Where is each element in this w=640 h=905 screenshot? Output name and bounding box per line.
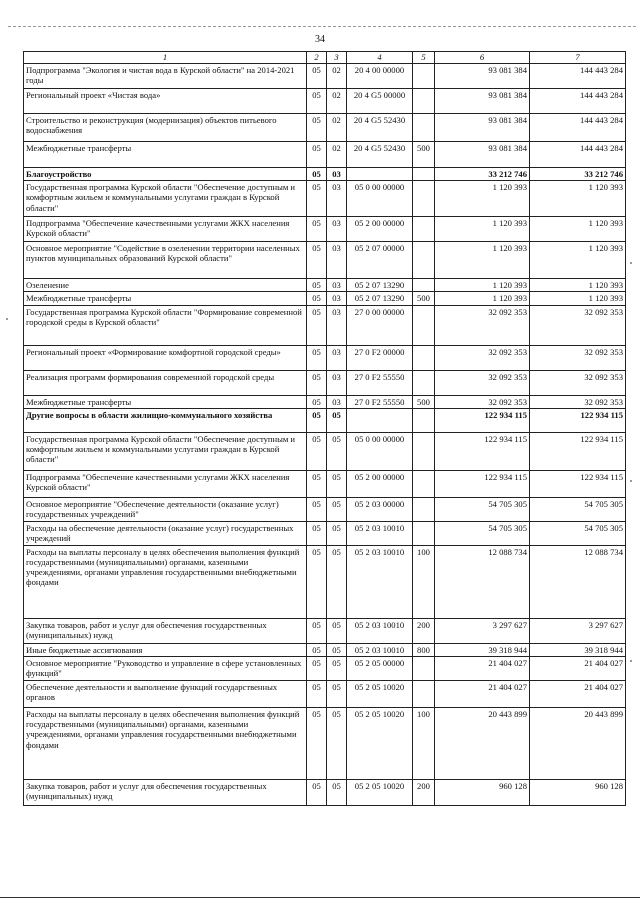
table-row xyxy=(24,142,626,168)
cell-expense-type xyxy=(413,657,435,681)
cell-name: Расходы на выплаты персоналу в целях обеспечения выполнения функций государственными (муниципальными) органами, казенными учреждениями, органами управления государственными внебюджетными фондами xyxy=(24,708,307,780)
cell-target-code: 05 2 03 10010 xyxy=(347,545,413,618)
cell-target-code: 27 0 F2 00000 xyxy=(347,345,413,370)
cell-amount-2: 12 088 734 xyxy=(530,545,626,618)
cell-section: 05 xyxy=(307,545,327,618)
cell-name: Государственная программа Курской области "Обеспечение доступным и комфортным жильем и коммунальными услугами граждан в Курской области" xyxy=(24,432,307,470)
cell-name: Межбюджетные трансферты xyxy=(24,292,307,305)
cell-amount-2: 1 120 393 xyxy=(530,217,626,242)
cell-section: 05 xyxy=(307,217,327,242)
cell-section: 05 xyxy=(307,114,327,142)
col-header-amount-1: 6 xyxy=(435,52,530,64)
table-body xyxy=(24,64,626,806)
cell-amount-1: 32 092 353 xyxy=(435,345,530,370)
cell-target-code: 27 0 F2 55550 xyxy=(347,395,413,408)
cell-target-code: 05 2 03 00000 xyxy=(347,497,413,521)
cell-expense-type xyxy=(413,497,435,521)
cell-name: Благоустройство xyxy=(24,168,307,181)
table-row xyxy=(24,64,626,89)
cell-target-code: 20 4 00 00000 xyxy=(347,64,413,89)
table-row xyxy=(24,181,626,217)
cell-section: 05 xyxy=(307,370,327,395)
cell-amount-2: 32 092 353 xyxy=(530,370,626,395)
cell-name: Расходы на обеспечение деятельности (оказание услуг) государственных учреждений xyxy=(24,521,307,545)
cell-name: Основное мероприятие "Содействие в озеленении территории населенных пунктов муниципальных образований Курской области" xyxy=(24,242,307,279)
cell-name: Закупка товаров, работ и услуг для обеспечения государственных (муниципальных) нужд xyxy=(24,618,307,643)
cell-amount-2: 21 404 027 xyxy=(530,657,626,681)
col-header-target-code: 4 xyxy=(347,52,413,64)
scan-dot xyxy=(630,480,632,482)
cell-subsection: 05 xyxy=(327,470,347,497)
table-row xyxy=(24,279,626,292)
cell-expense-type xyxy=(413,279,435,292)
cell-amount-1: 3 297 627 xyxy=(435,618,530,643)
cell-target-code: 20 4 G5 00000 xyxy=(347,89,413,114)
cell-amount-2: 144 443 284 xyxy=(530,114,626,142)
col-header-name: 1 xyxy=(24,52,307,64)
cell-amount-1: 1 120 393 xyxy=(435,217,530,242)
table-row xyxy=(24,370,626,395)
cell-name: Межбюджетные трансферты xyxy=(24,395,307,408)
cell-amount-1: 93 081 384 xyxy=(435,89,530,114)
cell-name: Подпрограмма "Обеспечение качественными услугами ЖКХ населения Курской области" xyxy=(24,470,307,497)
table-row xyxy=(24,168,626,181)
cell-target-code: 05 2 03 10010 xyxy=(347,618,413,643)
col-header-amount-2: 7 xyxy=(530,52,626,64)
cell-expense-type xyxy=(413,305,435,345)
cell-amount-2: 39 318 944 xyxy=(530,643,626,656)
cell-section: 05 xyxy=(307,345,327,370)
table-row xyxy=(24,618,626,643)
cell-target-code xyxy=(347,408,413,432)
table-row xyxy=(24,217,626,242)
cell-subsection: 03 xyxy=(327,242,347,279)
cell-subsection: 02 xyxy=(327,64,347,89)
cell-subsection: 05 xyxy=(327,708,347,780)
cell-target-code: 27 0 00 00000 xyxy=(347,305,413,345)
cell-name: Обеспечение деятельности и выполнение функций государственных органов xyxy=(24,681,307,708)
cell-expense-type: 200 xyxy=(413,618,435,643)
cell-amount-2: 21 404 027 xyxy=(530,681,626,708)
cell-subsection: 05 xyxy=(327,657,347,681)
cell-amount-2: 1 120 393 xyxy=(530,242,626,279)
cell-expense-type xyxy=(413,470,435,497)
cell-amount-2: 122 934 115 xyxy=(530,408,626,432)
cell-amount-2: 32 092 353 xyxy=(530,395,626,408)
cell-expense-type xyxy=(413,345,435,370)
cell-amount-2: 20 443 899 xyxy=(530,708,626,780)
cell-amount-2: 144 443 284 xyxy=(530,64,626,89)
cell-amount-1: 122 934 115 xyxy=(435,432,530,470)
cell-target-code xyxy=(347,168,413,181)
cell-amount-1: 93 081 384 xyxy=(435,64,530,89)
cell-subsection: 03 xyxy=(327,279,347,292)
cell-target-code: 05 2 07 13290 xyxy=(347,292,413,305)
table-row xyxy=(24,408,626,432)
cell-expense-type xyxy=(413,181,435,217)
cell-target-code: 27 0 F2 55550 xyxy=(347,370,413,395)
cell-amount-1: 33 212 746 xyxy=(435,168,530,181)
cell-target-code: 05 2 05 10020 xyxy=(347,681,413,708)
cell-amount-1: 1 120 393 xyxy=(435,242,530,279)
cell-name: Озеленение xyxy=(24,279,307,292)
cell-name: Реализация программ формирования современной городской среды xyxy=(24,370,307,395)
table-row xyxy=(24,432,626,470)
cell-section: 05 xyxy=(307,395,327,408)
scan-dot xyxy=(6,318,8,320)
cell-expense-type xyxy=(413,681,435,708)
col-header-section: 2 xyxy=(307,52,327,64)
cell-expense-type xyxy=(413,89,435,114)
table-row xyxy=(24,292,626,305)
cell-amount-1: 12 088 734 xyxy=(435,545,530,618)
cell-subsection: 03 xyxy=(327,305,347,345)
cell-section: 05 xyxy=(307,497,327,521)
cell-amount-1: 32 092 353 xyxy=(435,305,530,345)
cell-name: Подпрограмма "Обеспечение качественными услугами ЖКХ населения Курской области" xyxy=(24,217,307,242)
cell-amount-1: 21 404 027 xyxy=(435,657,530,681)
cell-target-code: 05 2 07 13290 xyxy=(347,279,413,292)
cell-expense-type xyxy=(413,432,435,470)
cell-section: 05 xyxy=(307,181,327,217)
cell-subsection: 05 xyxy=(327,521,347,545)
cell-subsection: 02 xyxy=(327,114,347,142)
cell-amount-2: 33 212 746 xyxy=(530,168,626,181)
cell-amount-2: 1 120 393 xyxy=(530,181,626,217)
cell-expense-type xyxy=(413,242,435,279)
cell-amount-1: 93 081 384 xyxy=(435,142,530,168)
cell-amount-2: 144 443 284 xyxy=(530,89,626,114)
cell-expense-type: 100 xyxy=(413,545,435,618)
cell-target-code: 05 0 00 00000 xyxy=(347,432,413,470)
cell-expense-type xyxy=(413,521,435,545)
cell-target-code: 05 2 00 00000 xyxy=(347,217,413,242)
cell-amount-2: 54 705 305 xyxy=(530,521,626,545)
cell-name: Подпрограмма "Экология и чистая вода в Курской области" на 2014-2021 годы xyxy=(24,64,307,89)
cell-section: 05 xyxy=(307,432,327,470)
cell-amount-1: 122 934 115 xyxy=(435,408,530,432)
cell-section: 05 xyxy=(307,657,327,681)
cell-expense-type: 200 xyxy=(413,780,435,806)
cell-expense-type xyxy=(413,370,435,395)
cell-amount-1: 54 705 305 xyxy=(435,497,530,521)
cell-name: Расходы на выплаты персоналу в целях обеспечения выполнения функций государственными (муниципальными) органами, казенными учреждениями, органами управления государственными внебюджетными фондами xyxy=(24,545,307,618)
header-row xyxy=(24,52,626,64)
cell-section: 05 xyxy=(307,279,327,292)
col-header-expense-type: 5 xyxy=(413,52,435,64)
cell-name: Другие вопросы в области жилищно-коммунального хозяйства xyxy=(24,408,307,432)
cell-target-code: 05 2 03 10010 xyxy=(347,643,413,656)
table-row xyxy=(24,242,626,279)
scan-bottom-edge xyxy=(0,897,640,898)
cell-amount-1: 54 705 305 xyxy=(435,521,530,545)
cell-section: 05 xyxy=(307,142,327,168)
table-row xyxy=(24,545,626,618)
table-row xyxy=(24,305,626,345)
col-header-subsection: 3 xyxy=(327,52,347,64)
cell-target-code: 20 4 G5 52430 xyxy=(347,142,413,168)
cell-subsection: 05 xyxy=(327,408,347,432)
table-row xyxy=(24,470,626,497)
cell-section: 05 xyxy=(307,708,327,780)
table-row xyxy=(24,345,626,370)
cell-amount-2: 1 120 393 xyxy=(530,279,626,292)
cell-amount-2: 1 120 393 xyxy=(530,292,626,305)
cell-name: Основное мероприятие "Обеспечение деятельности (оказание услуг) государственных учреждений" xyxy=(24,497,307,521)
cell-name: Государственная программа Курской области "Формирование современной городской среды в Курской области" xyxy=(24,305,307,345)
cell-expense-type: 100 xyxy=(413,708,435,780)
cell-section: 05 xyxy=(307,168,327,181)
cell-amount-1: 93 081 384 xyxy=(435,114,530,142)
cell-section: 05 xyxy=(307,64,327,89)
cell-amount-1: 1 120 393 xyxy=(435,181,530,217)
cell-name: Региональный проект «Чистая вода» xyxy=(24,89,307,114)
budget-table xyxy=(23,51,626,806)
cell-subsection: 03 xyxy=(327,168,347,181)
cell-amount-2: 54 705 305 xyxy=(530,497,626,521)
cell-section: 05 xyxy=(307,618,327,643)
cell-subsection: 05 xyxy=(327,432,347,470)
cell-subsection: 02 xyxy=(327,142,347,168)
cell-section: 05 xyxy=(307,292,327,305)
cell-section: 05 xyxy=(307,242,327,279)
table-row xyxy=(24,657,626,681)
cell-subsection: 03 xyxy=(327,217,347,242)
cell-expense-type: 500 xyxy=(413,395,435,408)
cell-target-code: 05 2 00 00000 xyxy=(347,470,413,497)
table-row xyxy=(24,708,626,780)
cell-amount-2: 32 092 353 xyxy=(530,305,626,345)
cell-subsection: 02 xyxy=(327,89,347,114)
cell-target-code: 05 2 05 00000 xyxy=(347,657,413,681)
cell-section: 05 xyxy=(307,681,327,708)
cell-section: 05 xyxy=(307,470,327,497)
table-row xyxy=(24,89,626,114)
cell-amount-1: 21 404 027 xyxy=(435,681,530,708)
table-row xyxy=(24,521,626,545)
cell-subsection: 03 xyxy=(327,292,347,305)
cell-name: Иные бюджетные ассигнования xyxy=(24,643,307,656)
table-row xyxy=(24,395,626,408)
table-row xyxy=(24,681,626,708)
cell-expense-type xyxy=(413,408,435,432)
table-row xyxy=(24,497,626,521)
cell-expense-type: 500 xyxy=(413,292,435,305)
cell-target-code: 20 4 G5 52430 xyxy=(347,114,413,142)
scan-top-edge xyxy=(8,26,636,27)
cell-subsection: 03 xyxy=(327,370,347,395)
scan-dot xyxy=(630,262,632,264)
cell-target-code: 05 2 07 00000 xyxy=(347,242,413,279)
cell-section: 05 xyxy=(307,89,327,114)
cell-amount-2: 122 934 115 xyxy=(530,432,626,470)
cell-expense-type: 800 xyxy=(413,643,435,656)
cell-amount-1: 32 092 353 xyxy=(435,395,530,408)
cell-name: Государственная программа Курской области "Обеспечение доступным и комфортным жильем и коммунальными услугами граждан в Курской области" xyxy=(24,181,307,217)
cell-target-code: 05 2 03 10010 xyxy=(347,521,413,545)
cell-name: Закупка товаров, работ и услуг для обеспечения государственных (муниципальных) нужд xyxy=(24,780,307,806)
cell-amount-1: 32 092 353 xyxy=(435,370,530,395)
cell-expense-type xyxy=(413,64,435,89)
cell-amount-1: 1 120 393 xyxy=(435,279,530,292)
cell-section: 05 xyxy=(307,521,327,545)
cell-amount-2: 960 128 xyxy=(530,780,626,806)
cell-subsection: 05 xyxy=(327,497,347,521)
cell-expense-type xyxy=(413,217,435,242)
cell-section: 05 xyxy=(307,780,327,806)
cell-expense-type xyxy=(413,114,435,142)
cell-amount-1: 960 128 xyxy=(435,780,530,806)
cell-subsection: 03 xyxy=(327,395,347,408)
cell-subsection: 03 xyxy=(327,181,347,217)
cell-amount-2: 3 297 627 xyxy=(530,618,626,643)
page-number: 34 xyxy=(315,34,325,45)
cell-subsection: 05 xyxy=(327,545,347,618)
cell-amount-1: 39 318 944 xyxy=(435,643,530,656)
cell-target-code: 05 0 00 00000 xyxy=(347,181,413,217)
cell-section: 05 xyxy=(307,408,327,432)
cell-subsection: 03 xyxy=(327,345,347,370)
cell-subsection: 05 xyxy=(327,681,347,708)
cell-amount-2: 122 934 115 xyxy=(530,470,626,497)
cell-amount-1: 122 934 115 xyxy=(435,470,530,497)
cell-target-code: 05 2 05 10020 xyxy=(347,708,413,780)
cell-name: Межбюджетные трансферты xyxy=(24,142,307,168)
cell-target-code: 05 2 05 10020 xyxy=(347,780,413,806)
table-row xyxy=(24,643,626,656)
cell-amount-1: 20 443 899 xyxy=(435,708,530,780)
cell-expense-type xyxy=(413,168,435,181)
cell-name: Строительство и реконструкция (модернизация) объектов питьевого водоснабжения xyxy=(24,114,307,142)
table-row xyxy=(24,114,626,142)
cell-subsection: 05 xyxy=(327,643,347,656)
cell-amount-2: 32 092 353 xyxy=(530,345,626,370)
cell-subsection: 05 xyxy=(327,618,347,643)
cell-name: Региональный проект «Формирование комфортной городской среды» xyxy=(24,345,307,370)
table-row xyxy=(24,780,626,806)
cell-expense-type: 500 xyxy=(413,142,435,168)
cell-name: Основное мероприятие "Руководство и управление в сфере установленных функций" xyxy=(24,657,307,681)
scan-dot xyxy=(630,660,632,662)
cell-amount-1: 1 120 393 xyxy=(435,292,530,305)
cell-amount-2: 144 443 284 xyxy=(530,142,626,168)
cell-section: 05 xyxy=(307,305,327,345)
cell-section: 05 xyxy=(307,643,327,656)
cell-subsection: 05 xyxy=(327,780,347,806)
